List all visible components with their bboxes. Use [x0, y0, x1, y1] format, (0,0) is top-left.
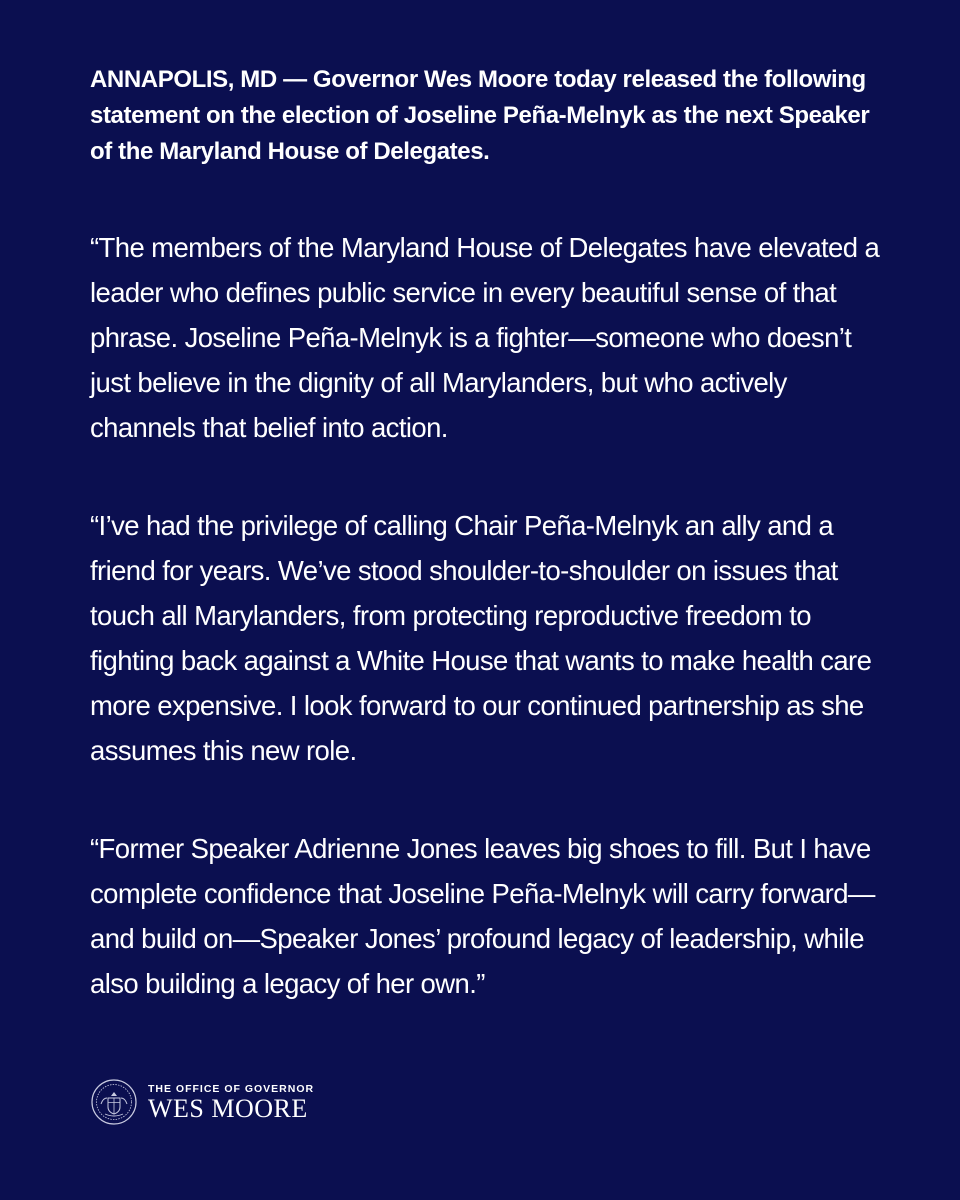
logo-wordmark: [148, 1083, 314, 1122]
quote-paragraph-1: “The members of the Maryland House of Delegates have elevated a leader who defines public service in every beautiful sense of that phrase. Joseline Peña-Melnyk is a fighter—someone who doesn’t just believe in the dignity of all Marylanders, but who actively channels that belief into action.: [90, 232, 880, 443]
office-line: THE OFFICE OF GOVERNOR: [148, 1082, 315, 1095]
quote-paragraph-3: “Former Speaker Adrienne Jones leaves big shoes to fill. But I have complete confidence that Joseline Peña-Melnyk will carry forward—and build on—Speaker Jones’ profound legacy of leadership, while also building a legacy of her own.”: [90, 833, 875, 999]
maryland-seal-icon: [90, 1078, 138, 1126]
governor-name: WES MOORE: [148, 1093, 308, 1123]
quote-paragraph-2: “I’ve had the privilege of calling Chair Peña-Melnyk an ally and a friend for years. We’ve stood shoulder-to-shoulder on issues that touch all Marylanders, from protecting reproductive freedom to fighting back against a White House that wants to make health care more expensive. I look forward to our continued partnership as she assumes this new role.: [90, 510, 872, 766]
statement-lead: ANNAPOLIS, MD — Governor Wes Moore today released the following statement on the election of Joseline Peña-Melnyk as the next Speaker of the Maryland House of Delegates.: [90, 66, 870, 165]
governor-office-logo: [90, 1078, 314, 1126]
